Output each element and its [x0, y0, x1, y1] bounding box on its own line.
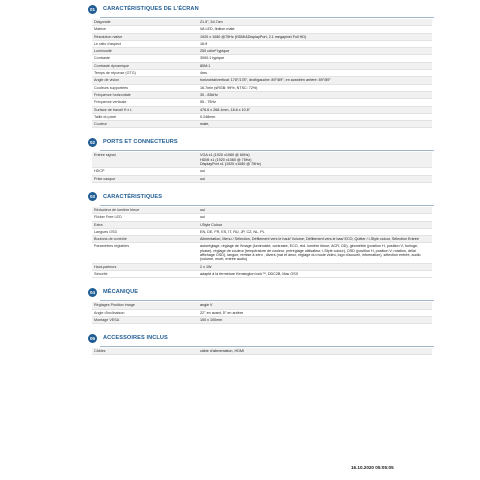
section-title: ACCESSOIRES INCLUS	[103, 335, 168, 342]
spec-row	[92, 221, 432, 228]
spec-value: autoréglage, réglage de l'image (luminosité, contraste, ECO, réd. lumière bleue, ACR, OD), géométrie (position H, position V, horloge, phase), réglage de couleur (température de couleur, préréglage utilisateur, i-Style colour), OSD (position H, position V, rotation, délai affichage OSD), langue, remise à zéro , divers (nat et deux, réglage du mode vidéo, logo d'accueil, information), sélection entrée, audio (volume, muet, entrée audio)	[198, 243, 432, 263]
section-03	[88, 191, 434, 278]
spec-label: Fréquence horizontale	[92, 91, 198, 98]
spec-row	[92, 168, 432, 175]
spec-label: Réglages Position image	[92, 302, 198, 309]
spec-row	[92, 77, 432, 84]
section-02	[88, 136, 434, 182]
spec-row	[92, 348, 432, 355]
spec-value: 21.5", 54.7cm	[198, 19, 432, 26]
spec-row	[92, 26, 432, 33]
spec-sections	[88, 3, 434, 355]
section-divider	[100, 300, 434, 301]
spec-value: oui	[198, 207, 432, 214]
spec-label: Contraste	[92, 55, 198, 62]
spec-row	[92, 40, 432, 47]
spec-row	[92, 70, 432, 77]
spec-label: Le ratio d'aspect	[92, 40, 198, 47]
spec-label: Angle d'inclinaison	[92, 309, 198, 316]
spec-value: 16.7mln (sRGB: 99%, NTSC: 72%)	[198, 84, 432, 91]
spec-label: Sécurité	[92, 270, 198, 277]
spec-value: VA LED, finition mate	[198, 26, 432, 33]
section-title: PORTS ET CONNECTEURS	[103, 139, 178, 146]
spec-value: 100 x 100mm	[198, 316, 432, 323]
spec-label: Extra	[92, 221, 198, 228]
spec-label: Prise casque	[92, 175, 198, 182]
spec-label: Diagonale	[92, 19, 198, 26]
spec-row	[92, 214, 432, 221]
spec-row	[92, 243, 432, 263]
spec-label: Contraste dynamique	[92, 62, 198, 69]
spec-value: angle V	[198, 302, 432, 309]
spec-label: Réducteur de lumière bleue	[92, 207, 198, 214]
spec-row	[92, 228, 432, 235]
spec-value: oui	[198, 175, 432, 182]
spec-value: 16:9	[198, 40, 432, 47]
spec-value: adapté à la fermeture Kensington lock™, DDC2B, Mac OSX	[198, 270, 432, 277]
spec-row	[92, 91, 432, 98]
spec-table	[92, 302, 432, 324]
spec-table	[92, 207, 432, 278]
spec-row	[92, 84, 432, 91]
spec-row	[92, 309, 432, 316]
section-title: CARACTÉRISTIQUES	[103, 193, 163, 200]
spec-value: horizontal/vertical: 178°/178°, droit/gauche: 89°/89°, en avant/en arrière: 89°/89°	[198, 77, 432, 84]
spec-row	[92, 19, 432, 26]
spec-label: Câbles	[92, 348, 198, 355]
spec-label: HDCP	[92, 168, 198, 175]
section-number-badge: 05	[89, 335, 95, 341]
spec-row	[92, 113, 432, 120]
spec-value: 4ms	[198, 70, 432, 77]
spec-value: 22° en avant, 5° en arrière	[198, 309, 432, 316]
spec-label: Matrice	[92, 26, 198, 33]
spec-value: 30 - 83kHz	[198, 91, 432, 98]
spec-label: Couleurs supportées	[92, 84, 198, 91]
spec-row	[92, 152, 432, 167]
spec-value: câble d'alimentation, HDMI	[198, 348, 432, 355]
spec-row	[92, 270, 432, 277]
spec-row	[92, 99, 432, 106]
spec-value: 2 x 1W	[198, 263, 432, 270]
spec-row	[92, 55, 432, 62]
spec-label: Taille du pixel	[92, 113, 198, 120]
spec-row	[92, 302, 432, 309]
spec-value: 250 cd/m² typique	[198, 48, 432, 55]
spec-row	[92, 316, 432, 323]
spec-value: oui	[198, 214, 432, 221]
section-header	[88, 286, 434, 298]
spec-label: Surface de travail H x L	[92, 106, 198, 113]
spec-label: Haut-parleurs	[92, 263, 198, 270]
spec-label: Temps de réponse (GTG)	[92, 70, 198, 77]
spec-row	[92, 207, 432, 214]
section-01	[88, 3, 434, 128]
spec-table	[92, 348, 432, 355]
spec-value: VGA x1 (1920 x1080 @ 60Hz) HDMI x1 (1920 x1080 @ 75Hz) DisplayPort x1 (1920 x1080 @ 75Hz)	[198, 152, 432, 167]
spec-label: Angle de vision	[92, 77, 198, 84]
section-number-badge: 03	[89, 194, 95, 200]
spec-value: 80M:1	[198, 62, 432, 69]
spec-label: Montage VESA	[92, 316, 198, 323]
spec-label: Luminosité	[92, 48, 198, 55]
section-title: CARACTÉRISTIQUES DE L'ÉCRAN	[103, 6, 199, 12]
spec-label: Flicker Free LED	[92, 214, 198, 221]
section-04	[88, 286, 434, 324]
spec-row	[92, 106, 432, 113]
spec-value: EN, DE, FR, ES, IT, RU, JP, CZ, NL, PL	[198, 228, 432, 235]
print-timestamp: 16.10.2020 05:05:05	[351, 465, 394, 470]
spec-label: Fréquence verticale	[92, 99, 198, 106]
section-header	[88, 136, 434, 148]
section-divider	[100, 17, 434, 18]
spec-row	[92, 48, 432, 55]
spec-table	[92, 19, 432, 128]
spec-value: 1920 x 1080 @75Hz (HDMI&DisplayPort, 2.1 megapixel Full HD)	[198, 33, 432, 40]
section-divider	[100, 346, 434, 347]
section-header	[88, 3, 434, 15]
spec-label: Langues OSD	[92, 228, 198, 235]
section-header	[88, 191, 434, 203]
spec-row	[92, 62, 432, 69]
spec-row	[92, 33, 432, 40]
spec-value: mate,	[198, 121, 432, 128]
spec-label: Résolution native	[92, 33, 198, 40]
spec-row	[92, 121, 432, 128]
section-number-badge: 02	[89, 139, 95, 145]
spec-value: 0.248mm	[198, 113, 432, 120]
spec-label: Boutons de contrôle	[92, 236, 198, 243]
section-divider	[100, 205, 434, 206]
spec-row	[92, 175, 432, 182]
spec-label: Entrée signal	[92, 152, 198, 167]
section-05	[88, 332, 434, 355]
spec-value: 55 - 75Hz	[198, 99, 432, 106]
section-divider	[100, 150, 434, 151]
spec-table	[92, 152, 432, 182]
section-number-badge: 01	[89, 6, 95, 12]
section-header	[88, 332, 434, 344]
spec-row	[92, 236, 432, 243]
spec-label: Couleur	[92, 121, 198, 128]
spec-label: Paramètres réglables	[92, 243, 198, 263]
spec-value: i-Style Colour	[198, 221, 432, 228]
section-title: MÉCANIQUE	[103, 289, 139, 296]
spec-row	[92, 263, 432, 270]
section-number-badge: 04	[89, 289, 95, 295]
spec-value: 476.6 x 268.1mm, 18.8 x 10.6"	[198, 106, 432, 113]
spec-sheet	[88, 0, 434, 480]
spec-value: 3000:1 typique	[198, 55, 432, 62]
spec-value: Alimentation, Menu / Sélection, Défilement vers le haut/ Volume, Défilement vers le bas/ ECO, Quitter / i-Style colour, Sélection Entrée	[198, 236, 432, 243]
spec-value: oui	[198, 168, 432, 175]
